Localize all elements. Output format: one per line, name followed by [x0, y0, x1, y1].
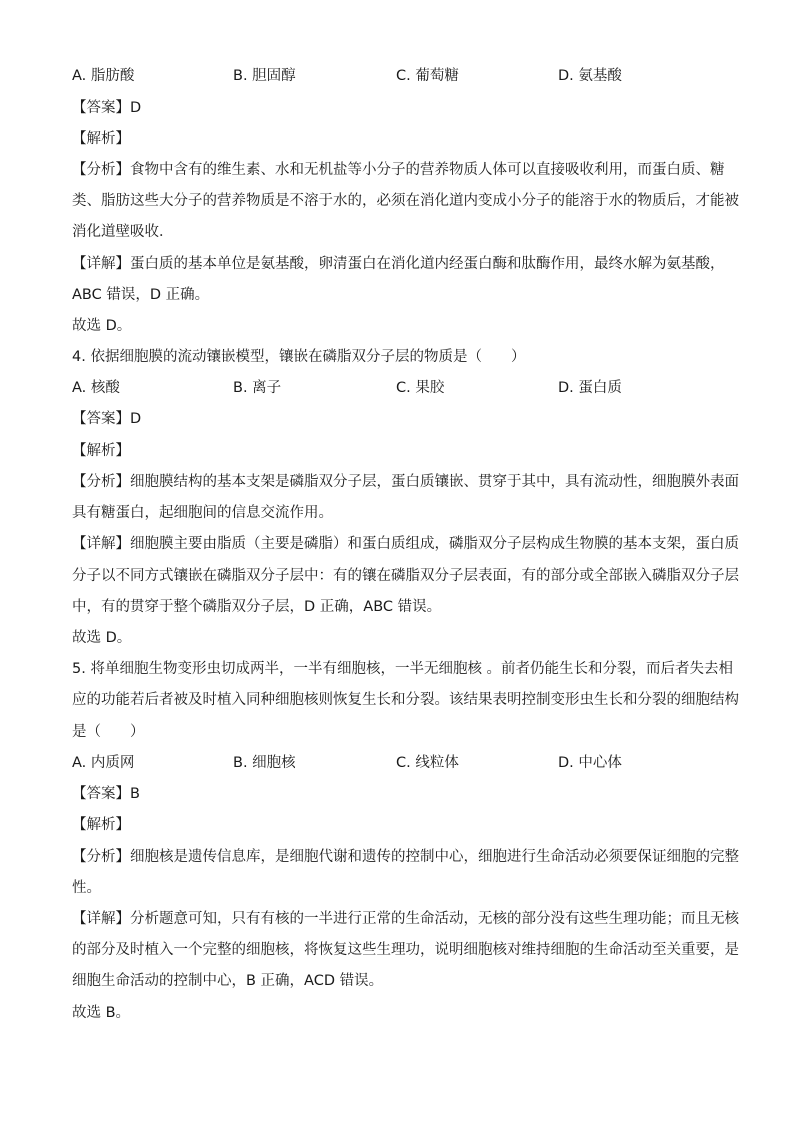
q4-analysis-heading: 【解析】 — [72, 443, 130, 459]
q5-option-c: C. 线粒体 — [396, 755, 459, 771]
q5-xiangjie-line-3: 细胞生命活动的控制中心，B 正确，ACD 错误。 — [72, 973, 384, 989]
q3-fenxi-line-1: 【分析】食物中含有的维生素、水和无机盐等小分子的营养物质人体可以直接吸收利用，而蛋白质、糖 — [72, 162, 725, 178]
q4-fenxi-line-2: 具有糖蛋白，起细胞间的信息交流作用。 — [72, 505, 333, 521]
q4-option-c: C. 果胶 — [396, 380, 445, 396]
q3-option-c: C. 葡萄糖 — [396, 68, 459, 84]
q5-fenxi-line-2: 性。 — [72, 880, 101, 896]
q5-option-d: D. 中心体 — [558, 755, 622, 771]
q5-stem-line-1: 5. 将单细胞生物变形虫切成两半，一半有细胞核，一半无细胞核 。前者仍能生长和分裂，而后者失去相 — [72, 661, 734, 677]
q3-analysis-heading: 【解析】 — [72, 131, 130, 147]
q5-stem-line-2: 应的功能若后者被及时植入同种细胞核则恢复生长和分裂。该结果表明控制变形虫生长和分裂的细胞结构 — [72, 692, 739, 708]
q3-conclusion: 故选 D。 — [72, 318, 132, 334]
q4-xiangjie-line-1: 【详解】细胞膜主要由脂质（主要是磷脂）和蛋白质组成，磷脂双分子层构成生物膜的基本支架，蛋白质 — [72, 536, 739, 552]
q4-stem: 4. 依据细胞膜的流动镶嵌模型，镶嵌在磷脂双分子层的物质是（ ） — [72, 349, 526, 365]
q5-analysis-heading: 【解析】 — [72, 817, 130, 833]
q3-option-d: D. 氨基酸 — [558, 68, 622, 84]
q4-option-d: D. 蛋白质 — [558, 380, 622, 396]
q5-fenxi-line-1: 【分析】细胞核是遗传信息库，是细胞代谢和遗传的控制中心，细胞进行生命活动必须要保证细胞的完整 — [72, 849, 739, 865]
q3-answer: 【答案】D — [72, 100, 142, 116]
q3-fenxi-line-3: 消化道壁吸收． — [72, 224, 174, 240]
q4-options — [72, 378, 722, 398]
q5-xiangjie-line-1: 【详解】分析题意可知，只有有核的一半进行正常的生命活动，无核的部分没有这些生理功能；而且无核 — [72, 911, 739, 927]
q3-option-b: B. 胆固醇 — [233, 68, 296, 84]
q4-fenxi-line-1: 【分析】细胞膜结构的基本支架是磷脂双分子层，蛋白质镶嵌、贯穿于其中，具有流动性，细胞膜外表面 — [72, 474, 739, 490]
q5-stem-line-3: 是（ ） — [72, 724, 145, 740]
q4-xiangjie-line-2: 分子以不同方式镶嵌在磷脂双分子层中：有的镶在磷脂双分子层表面，有的部分或全部嵌入磷脂双分子层 — [72, 568, 739, 584]
q4-answer: 【答案】D — [72, 411, 142, 427]
q5-option-a: A. 内质网 — [72, 755, 135, 771]
q4-conclusion: 故选 D。 — [72, 630, 132, 646]
q4-xiangjie-line-3: 中，有的贯穿于整个磷脂双分子层，D 正确，ABC 错误。 — [72, 599, 442, 615]
q3-fenxi-line-2: 类、脂肪这些大分子的营养物质是不溶于水的，必须在消化道内变成小分子的能溶于水的物质后，才能被 — [72, 193, 739, 209]
q5-conclusion: 故选 B。 — [72, 1005, 131, 1021]
q3-option-a: A. 脂肪酸 — [72, 68, 135, 84]
q4-option-a: A. 核酸 — [72, 380, 120, 396]
q3-xiangjie-line-1: 【详解】蛋白质的基本单位是氨基酸，卵清蛋白在消化道内经蛋白酶和肽酶作用，最终水解为氨基酸， — [72, 256, 725, 272]
q5-answer: 【答案】B — [72, 786, 140, 802]
q3-xiangjie-line-2: ABC 错误，D 正确。 — [72, 287, 210, 303]
q5-xiangjie-line-2: 的部分及时植入一个完整的细胞核，将恢复这些生理功，说明细胞核对维持细胞的生命活动至关重要，是 — [72, 942, 739, 958]
q5-options — [72, 753, 722, 773]
q3-options — [72, 66, 722, 86]
q5-option-b: B. 细胞核 — [233, 755, 296, 771]
q4-option-b: B. 离子 — [233, 380, 282, 396]
